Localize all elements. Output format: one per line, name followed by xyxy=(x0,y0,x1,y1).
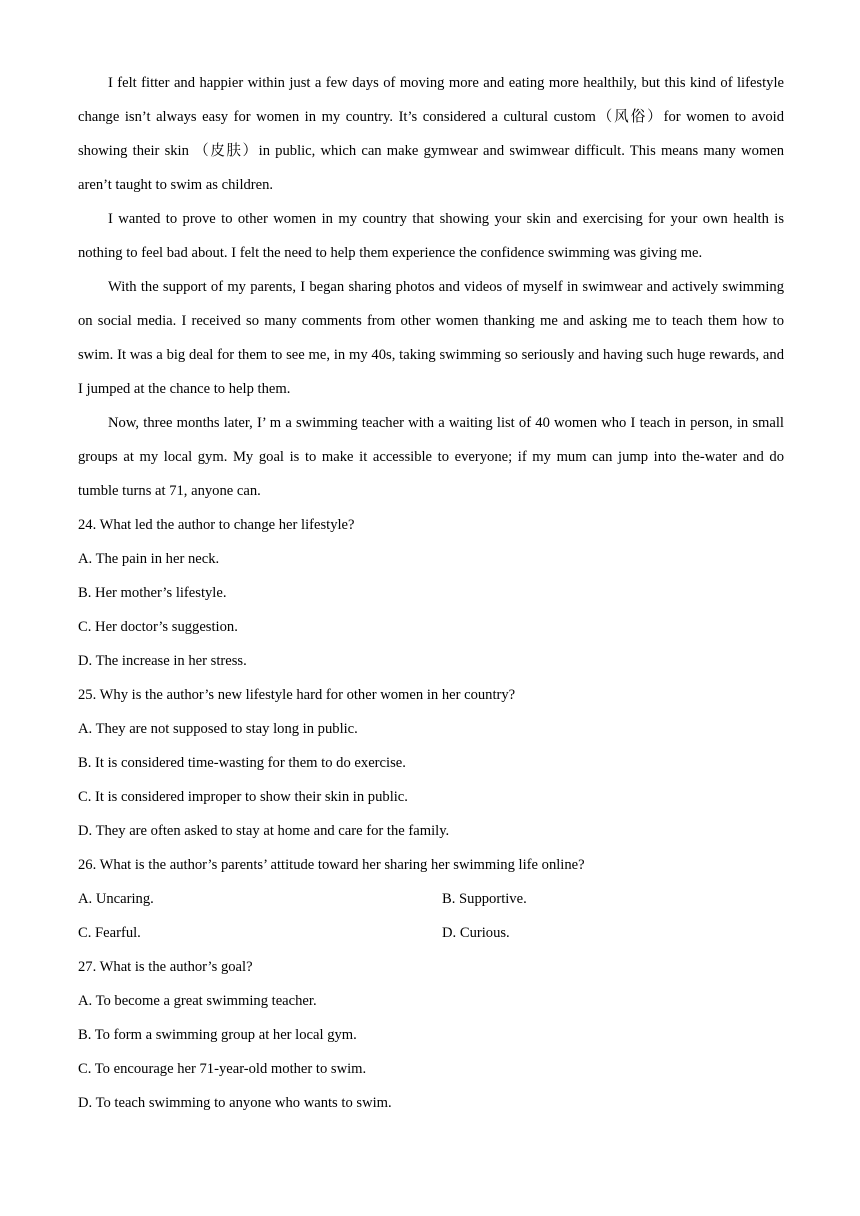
question-27 xyxy=(78,950,784,1120)
answer-option: B. It is considered time-wasting for them to do exercise. xyxy=(78,755,406,771)
question-stem: 25. Why is the author’s new lifestyle hard for other women in her country? xyxy=(78,687,516,703)
question-stem: 26. What is the author’s parents’ attitude toward her sharing her swimming life online? xyxy=(78,857,585,873)
answer-option: C. Her doctor’s suggestion. xyxy=(78,619,238,635)
passage-paragraph: With the support of my parents, I began sharing photos and videos of myself in swimwear and actively swimming on social media. I received so many comments from other women thanking me and asking me to teach them how to swim. It was a big deal for them to see me, in my 40s, taking swimming so seriously and having such huge rewards, and I jumped at the chance to help them. xyxy=(78,279,784,397)
document-page xyxy=(78,66,784,1120)
answer-option: D. The increase in her stress. xyxy=(78,653,247,669)
answer-option: C. It is considered improper to show their skin in public. xyxy=(78,789,408,805)
passage-paragraph: I wanted to prove to other women in my country that showing your skin and exercising for your own health is nothing to feel bad about. I felt the need to help them experience the confidence swimming was giving me. xyxy=(78,211,784,261)
answer-option: A. They are not supposed to stay long in public. xyxy=(78,721,358,737)
answer-option: A. To become a great swimming teacher. xyxy=(78,993,317,1009)
answer-option: C. Fearful. xyxy=(78,925,141,941)
question-stem: 24. What led the author to change her lifestyle? xyxy=(78,517,355,533)
answer-option-row xyxy=(78,916,784,950)
answer-option-row xyxy=(78,882,784,916)
passage-paragraph: I felt fitter and happier within just a few days of moving more and eating more healthily, but this kind of lifestyle change isn’t always easy for women in my country. It’s considered a cultural custom（风俗）for women to avoid showing their skin （皮肤）in public, which can make gymwear and swimwear difficult. This means many women aren’t taught to swim as children. xyxy=(78,75,784,193)
answer-option: D. To teach swimming to anyone who wants to swim. xyxy=(78,1095,392,1111)
answer-option: A. The pain in her neck. xyxy=(78,551,220,567)
answer-option: B. Supportive. xyxy=(442,891,527,907)
answer-option: B. To form a swimming group at her local gym. xyxy=(78,1027,357,1043)
question-stem: 27. What is the author’s goal? xyxy=(78,959,253,975)
question-24 xyxy=(78,508,784,678)
answer-option: C. To encourage her 71-year-old mother to swim. xyxy=(78,1061,367,1077)
answer-option: D. They are often asked to stay at home and care for the family. xyxy=(78,823,450,839)
answer-option: D. Curious. xyxy=(442,925,510,941)
answer-option: A. Uncaring. xyxy=(78,891,154,907)
answer-option: B. Her mother’s lifestyle. xyxy=(78,585,227,601)
question-26 xyxy=(78,848,784,950)
passage-paragraph: Now, three months later, I’ m a swimming teacher with a waiting list of 40 women who I teach in person, in small groups at my local gym. My goal is to make it accessible to everyone; if my mum can jump into the-water and do tumble turns at 71, anyone can. xyxy=(78,415,784,499)
question-25 xyxy=(78,678,784,848)
